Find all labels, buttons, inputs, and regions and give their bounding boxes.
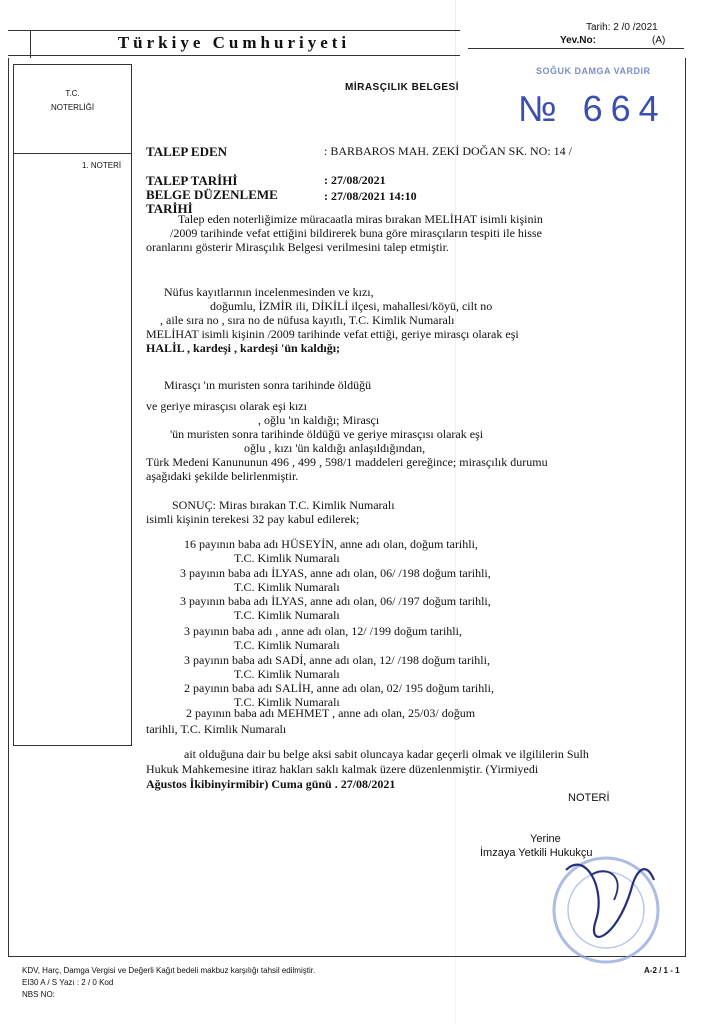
side-box-divider <box>14 153 131 154</box>
notary-seal <box>536 830 676 970</box>
notary-label: NOTERLİĞİ <box>50 103 95 112</box>
header-date: Tarih: 2 /0 /2021 <box>586 22 658 33</box>
document-number: № 664 <box>518 88 667 129</box>
soguk-damga-stamp: SOĞUK DAMGA VARDIR <box>536 66 651 76</box>
p2-line-5: HALİL , kardeşi , kardeşi 'ün kaldığı; <box>146 341 341 355</box>
p3-line-2: ve geriye mirasçısı olarak eşi kızı <box>146 399 307 413</box>
heir-2-line-2: T.C. Kimlik Numaralı <box>234 580 340 594</box>
p3-line-3: , oğlu 'ın kaldığı; Mirasçı <box>258 413 380 427</box>
heir-6-line-2: T.C. Kimlik Numaralı <box>234 695 340 709</box>
heir-5-line-1: 3 payının baba adı SADİ, anne adı olan, 12/ /198 doğum tarihli, <box>184 653 490 667</box>
footer-line-1: KDV, Harç, Damga Vergisi ve Değerli Kağıt bedeli makbuz karşılığı tahsil edilmiştir. <box>22 966 316 975</box>
talep-tarihi-value: : 27/08/2021 <box>324 173 386 187</box>
closing-line-3: Ağustos İkibinyirmibir) Cuma günü . 27/08/2021 <box>146 777 396 791</box>
p1-line-3: oranlarını gösterir Mirasçılık Belgesi verilmesini talep etmiştir. <box>146 240 449 254</box>
tc-label: T.C. <box>65 89 80 98</box>
p4-line-2: isimli kişinin terekesi 32 pay kabul edilerek; <box>146 512 360 526</box>
footer-line-2: EI30 A / S Yazı : 2 / 0 Kod <box>22 978 114 987</box>
noter-label: 1. NOTERİ <box>82 161 122 170</box>
belge-label-2: TARİHİ <box>146 201 193 216</box>
footer-line-3: NBS NO: <box>22 990 55 999</box>
heir-3-line-1: 3 payının baba adı İLYAS, anne adı olan, 06/ /197 doğum tarihli, <box>180 594 491 608</box>
p2-line-3: , aile sıra no , sıra no de nüfusa kayıtlı, T.C. Kimlik Numaralı <box>160 313 455 327</box>
belge-value: : 27/08/2021 14:10 <box>324 189 417 203</box>
talep-eden-label: TALEP EDEN <box>146 144 228 159</box>
document-title: MİRASÇILIK BELGESİ <box>345 82 460 93</box>
p2-line-1: Nüfus kayıtlarının incelenmesinden ve kızı, <box>164 285 374 299</box>
belge-label-1: BELGE DÜZENLEME <box>146 187 278 202</box>
heir-1-line-1: 16 payının baba adı HÜSEYİN, anne adı olan, doğum tarihli, <box>184 537 478 551</box>
yetkili-label: İmzaya Yetkili Hukukçu <box>480 847 593 859</box>
header-yev-label: Yev.No: <box>560 35 596 46</box>
noter-signature-label: NOTERİ <box>568 792 610 804</box>
p3-line-6: Türk Medeni Kanununun 496 , 499 , 598/1 maddeleri gereğince; mirasçılık durumu <box>146 455 548 469</box>
p3-line-7: aşağıdaki şekilde belirlenmiştir. <box>146 469 299 483</box>
header-yev-value: (A) <box>652 35 666 46</box>
closing-line-1: ait olduğuna dair bu belge aksi sabit oluncaya kadar geçerli olmak ve ilgililerin Sulh <box>184 747 589 761</box>
closing-line-2: Hukuk Mahkemesine itiraz hakları saklı kalmak üzere düzenlenmiştir. (Yirmiyedi <box>146 762 539 776</box>
heir-7-line-1: 2 payının baba adı MEHMET , anne adı olan, 25/03/ doğum <box>186 706 476 720</box>
p3-line-5: oğlu , kızı 'ün kaldığı anlaşıldığından, <box>244 441 426 455</box>
p2-line-2: doğumlu, İZMİR ili, DİKİLİ ilçesi, mahallesi/köyü, cilt no <box>210 299 493 313</box>
p2-line-4: MELİHAT isimli kişinin /2009 tarihinde vefat ettiği, geriye mirasçı olarak eşi <box>146 327 519 341</box>
p1-line-1: Talep eden noterliğimize müracaatla miras bırakan MELİHAT isimli kişinin <box>178 212 543 226</box>
p4-line-1: SONUÇ: Miras bırakan T.C. Kimlik Numaralı <box>172 498 395 512</box>
heir-6-line-1: 2 payının baba adı SALİH, anne adı olan, 02/ 195 doğum tarihli, <box>184 681 494 695</box>
p3-line-4: 'ün muristen sonra tarihinde öldüğü ve geriye mirasçısı olarak eşi <box>170 427 484 441</box>
talep-tarihi-label: TALEP TARİHİ <box>146 173 238 188</box>
notary-side-box <box>13 64 132 746</box>
yerine-label: Yerine <box>530 833 561 845</box>
header-title: Türkiye Cumhuriyeti <box>8 30 460 56</box>
heir-1-line-2: T.C. Kimlik Numaralı <box>234 551 340 565</box>
header-right-rule <box>468 48 684 49</box>
heir-2-line-1: 3 payının baba adı İLYAS, anne adı olan, 06/ /198 doğum tarihli, <box>180 566 491 580</box>
p1-line-2: /2009 tarihinde vefat ettiğini bildirerek buna göre mirasçıların tespiti ile hisse <box>170 226 542 240</box>
heir-7-line-2: tarihli, T.C. Kimlik Numaralı <box>146 722 287 736</box>
talep-eden-value: : BARBAROS MAH. ZEKİ DOĞAN SK. NO: 14 / <box>324 144 573 158</box>
p3-line-1: Mirasçı 'ın muristen sonra tarihinde öldüğü <box>164 378 372 392</box>
heir-4-line-1: 3 payının baba adı , anne adı olan, 12/ /199 doğum tarihli, <box>184 624 462 638</box>
page-number: A-2 / 1 - 1 <box>644 966 680 975</box>
heir-4-line-2: T.C. Kimlik Numaralı <box>234 638 340 652</box>
heir-3-line-2: T.C. Kimlik Numaralı <box>234 608 340 622</box>
heir-5-line-2: T.C. Kimlik Numaralı <box>234 667 340 681</box>
